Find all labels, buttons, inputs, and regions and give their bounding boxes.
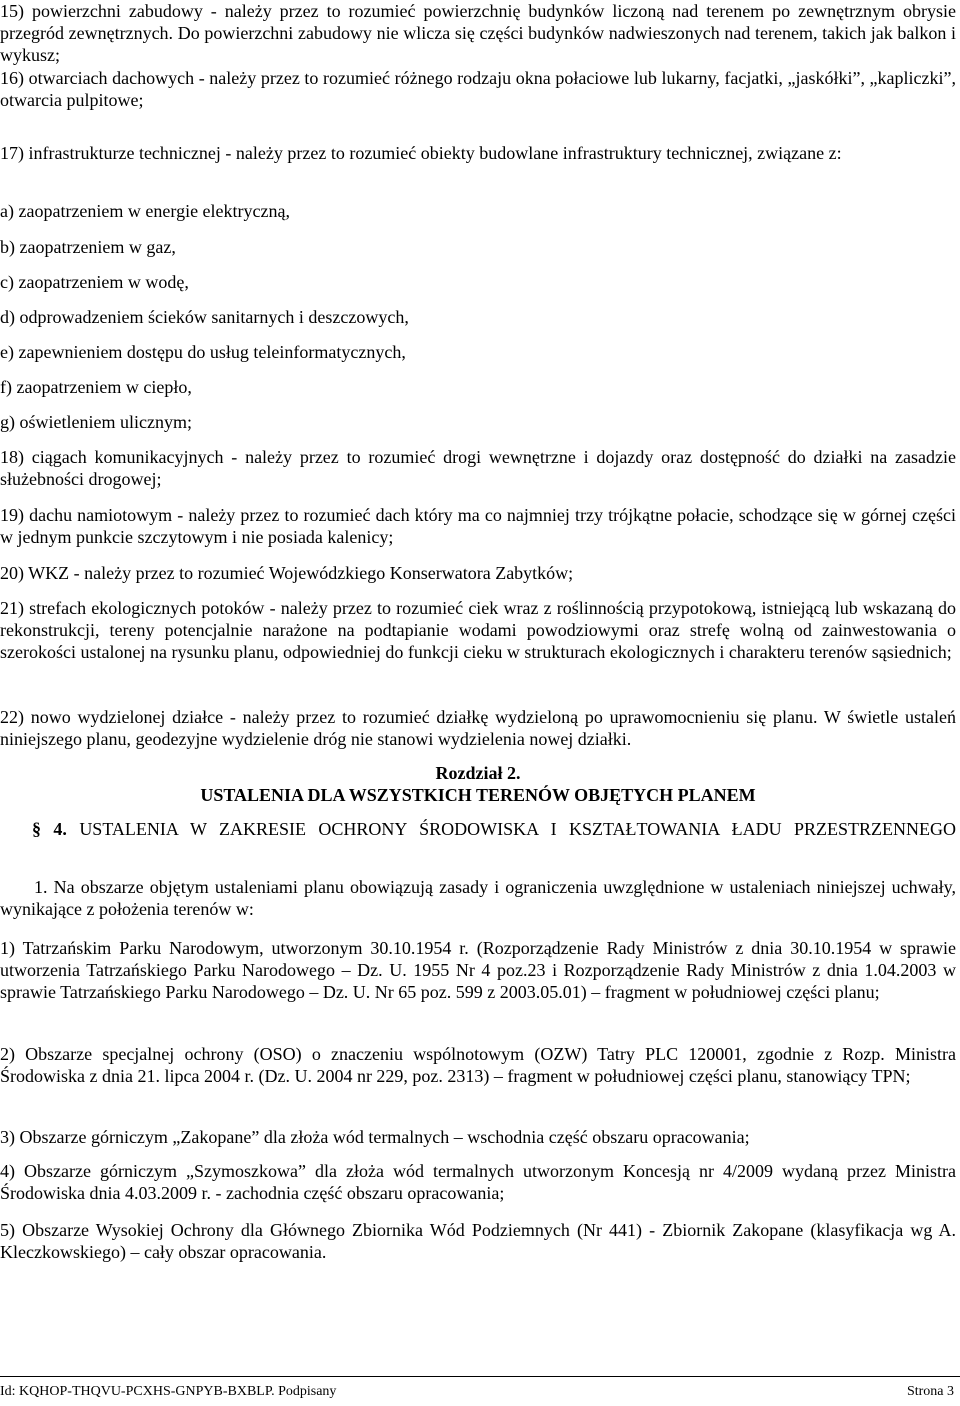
definition-22: 22) nowo wydzielonej działce - należy przez to rozumieć działkę wydzieloną po uprawomocnieniu się planu. W świetle ustaleń niniejszego planu, geodezyjne wydzielenie dróg nie stanowi wydzielenia nowej działki. xyxy=(0,707,956,749)
chapter-label: Rozdział 2. xyxy=(435,763,521,783)
definition-20: 20) WKZ - należy przez to rozumieć Wojewódzkiego Konserwatora Zabytków; xyxy=(0,563,574,583)
list-item-2: 2) Obszarze specjalnej ochrony (OSO) o znaczeniu wspólnotowym (OZW) Tatry PLC 120001, zgodnie z Rozp. Ministra Środowiska z dnia 21. lipca 2004 r. (Dz. U. 2004 nr 229, poz. 2313) – fragment w południowej części planu, stanowiący TPN; xyxy=(0,1044,956,1086)
definition-17c: c) zaopatrzeniem w wodę, xyxy=(0,272,189,292)
list-item-1: 1) Tatrzańskim Parku Narodowym, utworzonym 30.10.1954 r. (Rozporządzenie Rady Ministrów z dnia 30.10.1954 w sprawie utworzenia Tatrzańskiego Parku Narodowego – Dz. U. 1955 Nr 4 poz.23 i Rozporządzenie Rady Ministrów z dnia 1.04.2003 w sprawie Tatrzańskiego Parku Narodowego – Dz. U. Nr 65 poz. 599 z 2003.05.01) – fragment w południowej części planu; xyxy=(0,938,956,1002)
list-item-3: 3) Obszarze górniczym „Zakopane” dla złoża wód termalnych – wschodnia część obszaru opracowania; xyxy=(0,1127,750,1147)
definition-16: 16) otwarciach dachowych - należy przez to rozumieć różnego rodzaju okna połaciowe lub lukarny, facjatki, „jaskółki”, „kapliczki”, otwarcia pulpitowe; xyxy=(0,68,956,110)
definition-19: 19) dachu namiotowym - należy przez to rozumieć dach który ma co najmniej trzy trójkątne połacie, schodzące się w górnej części w jednym punkcie szczytowym i nie posiada kalenicy; xyxy=(0,505,956,547)
section-number: § 4. xyxy=(32,819,67,839)
definition-21: 21) strefach ekologicznych potoków - należy przez to rozumieć ciek wraz z roślinnością przypotokową, istniejącą lub wskazaną do rekonstrukcji, tereny potencjalnie narażone na podtapianie wodami powodziowymi oraz strefę wolną od zainwestowania o szerokości ustalonej na rysunku planu, odpowiedniej do funkcji cieku w strukturach ekologicznych i charakteru terenów sąsiednich; xyxy=(0,598,956,662)
definition-17: 17) infrastrukturze technicznej - należy przez to rozumieć obiekty budowlane infrastruktury technicznej, związane z: xyxy=(0,143,842,163)
definition-17e: e) zapewnieniem dostępu do usług teleinformatycznych, xyxy=(0,342,406,362)
footer-document-id: Id: KQHOP-THQVU-PCXHS-GNPYB-BXBLP. Podpisany xyxy=(0,1384,337,1399)
footer-divider xyxy=(0,1376,960,1377)
chapter-title: USTALENIA DLA WSZYSTKICH TERENÓW OBJĘTYCH PLANEM xyxy=(200,785,756,805)
list-item-4: 4) Obszarze górniczym „Szymoszkowa” dla złoża wód termalnych utworzonym Koncesją nr 4/2009 wydaną przez Ministra Środowiska dnia 4.03.2009 r. - zachodnia część obszaru opracowania; xyxy=(0,1161,956,1203)
definition-17d: d) odprowadzeniem ścieków sanitarnych i deszczowych, xyxy=(0,307,409,327)
definition-17b: b) zaopatrzeniem w gaz, xyxy=(0,237,176,257)
section-heading xyxy=(0,818,956,840)
definition-15: 15) powierzchni zabudowy - należy przez to rozumieć powierzchnię budynków liczoną nad terenem po zewnętrznym obrysie przegród zewnętrznych. Do powierzchni zabudowy nie wlicza się części budynków nadwieszonych nad terenem, takich jak balkon i wykusz; xyxy=(0,1,956,65)
section-title: USTALENIA W ZAKRESIE OCHRONY ŚRODOWISKA I KSZTAŁTOWANIA ŁADU PRZESTRZENNEGO xyxy=(66,819,956,839)
list-item-5: 5) Obszarze Wysokiej Ochrony dla Głównego Zbiornika Wód Podziemnych (Nr 441) - Zbiornik Zakopane (klasyfikacja wg A. Kleczkowskiego) – cały obszar opracowania. xyxy=(0,1220,956,1262)
clause-1: 1. Na obszarze objętym ustaleniami planu obowiązują zasady i ograniczenia uwzględnione w ustaleniach niniejszej uchwały, wynikające z położenia terenów w: xyxy=(0,877,956,919)
definition-17a: a) zaopatrzeniem w energie elektryczną, xyxy=(0,201,290,221)
definition-17g: g) oświetleniem ulicznym; xyxy=(0,412,192,432)
footer-page-number: Strona 3 xyxy=(906,1384,954,1399)
definition-17f: f) zaopatrzeniem w ciepło, xyxy=(0,377,192,397)
definition-18: 18) ciągach komunikacyjnych - należy przez to rozumieć drogi wewnętrzne i dojazdy oraz dostępność do działki na zasadzie służebności drogowej; xyxy=(0,447,956,489)
